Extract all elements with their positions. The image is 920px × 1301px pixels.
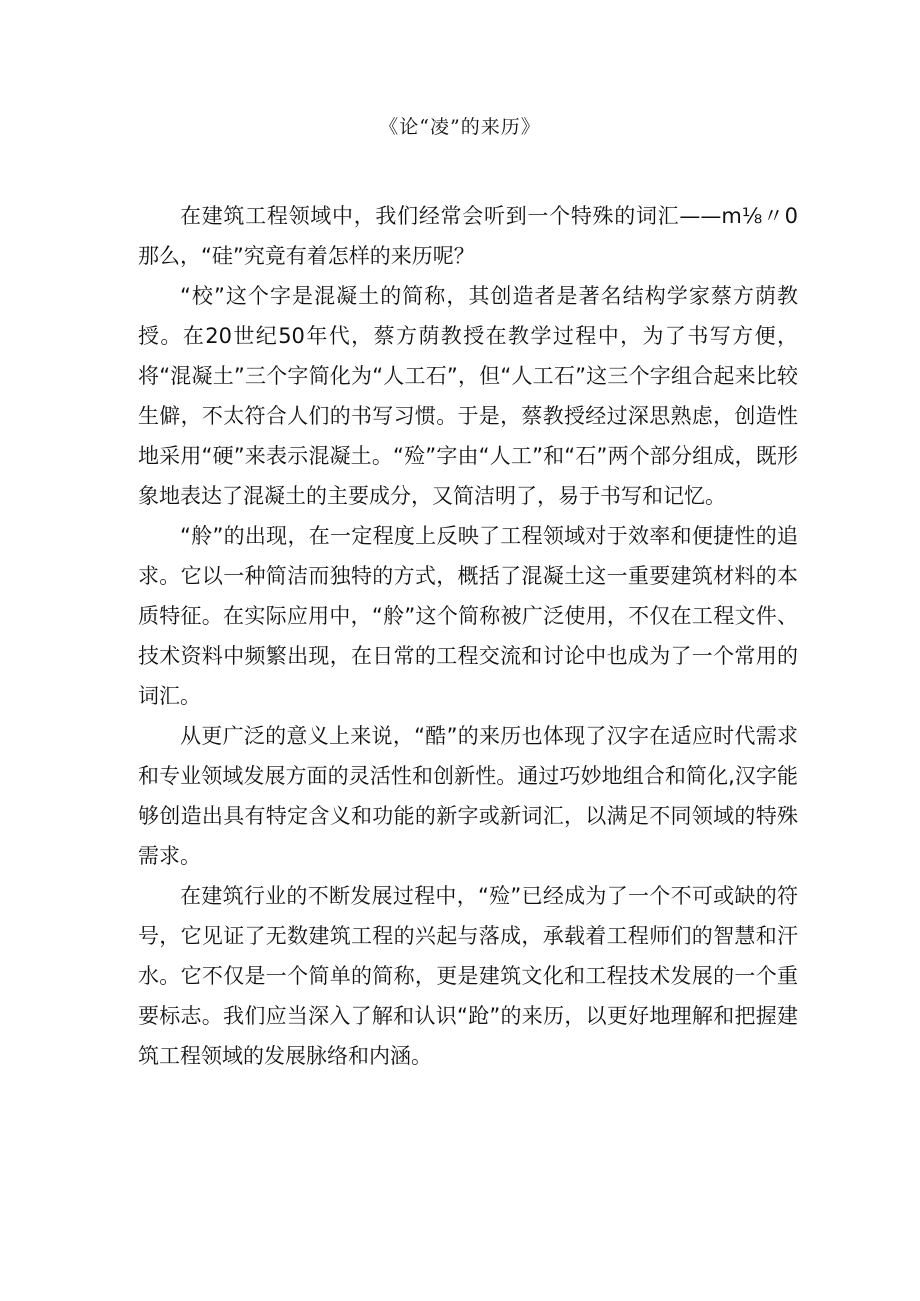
document-body — [138, 196, 798, 1076]
paragraph: 在建筑工程领域中，我们经常会听到一个特殊的词汇——m⅛〃0那么，“硅”究竟有着怎样的来历呢？ — [138, 204, 798, 268]
paragraph: 从更广泛的意义上来说，“酷”的来历也体现了汉字在适应时代需求和专业领域发展方面的灵活性和创新性。通过巧妙地组合和简化,汉字能够创造出具有特定含义和功能的新字或新词汇，以满足不同领域的特殊需求。 — [138, 724, 798, 868]
paragraph: “舲”的出现，在一定程度上反映了工程领域对于效率和便捷性的追求。它以一种简洁而独特的方式，概括了混凝土这一重要建筑材料的本质特征。在实际应用中，“舲”这个简称被广泛使用，不仅在工程文件、技术资料中频繁出现，在日常的工程交流和讨论中也成为了一个常用的词汇。 — [138, 524, 798, 708]
document-title: 《论“凌”的来历》 — [379, 116, 541, 138]
paragraph: “校”这个字是混凝土的简称，其创造者是著名结构学家蔡方荫教授。在20世纪50年代，蔡方荫教授在教学过程中，为了书写方便，将“混凝土”三个字简化为“人工石”，但“人工石”这三个字组合起来比较生僻，不太符合人们的书写习惯。于是，蔡教授经过深思熟虑，创造性地采用“硬”来表示混凝土。“殓”字由“人工”和“石”两个部分组成，既形象地表达了混凝土的主要成分，又简洁明了，易于书写和记忆。 — [138, 284, 798, 508]
paragraph: 在建筑行业的不断发展过程中，“殓”已经成为了一个不可或缺的符号，它见证了无数建筑工程的兴起与落成，承载着工程师们的智慧和汗水。它不仅是一个简单的简称，更是建筑文化和工程技术发展的一个重要标志。我们应当深入了解和认识“跄”的来历，以更好地理解和把握建筑工程领域的发展脉络和内涵。 — [138, 884, 798, 1068]
